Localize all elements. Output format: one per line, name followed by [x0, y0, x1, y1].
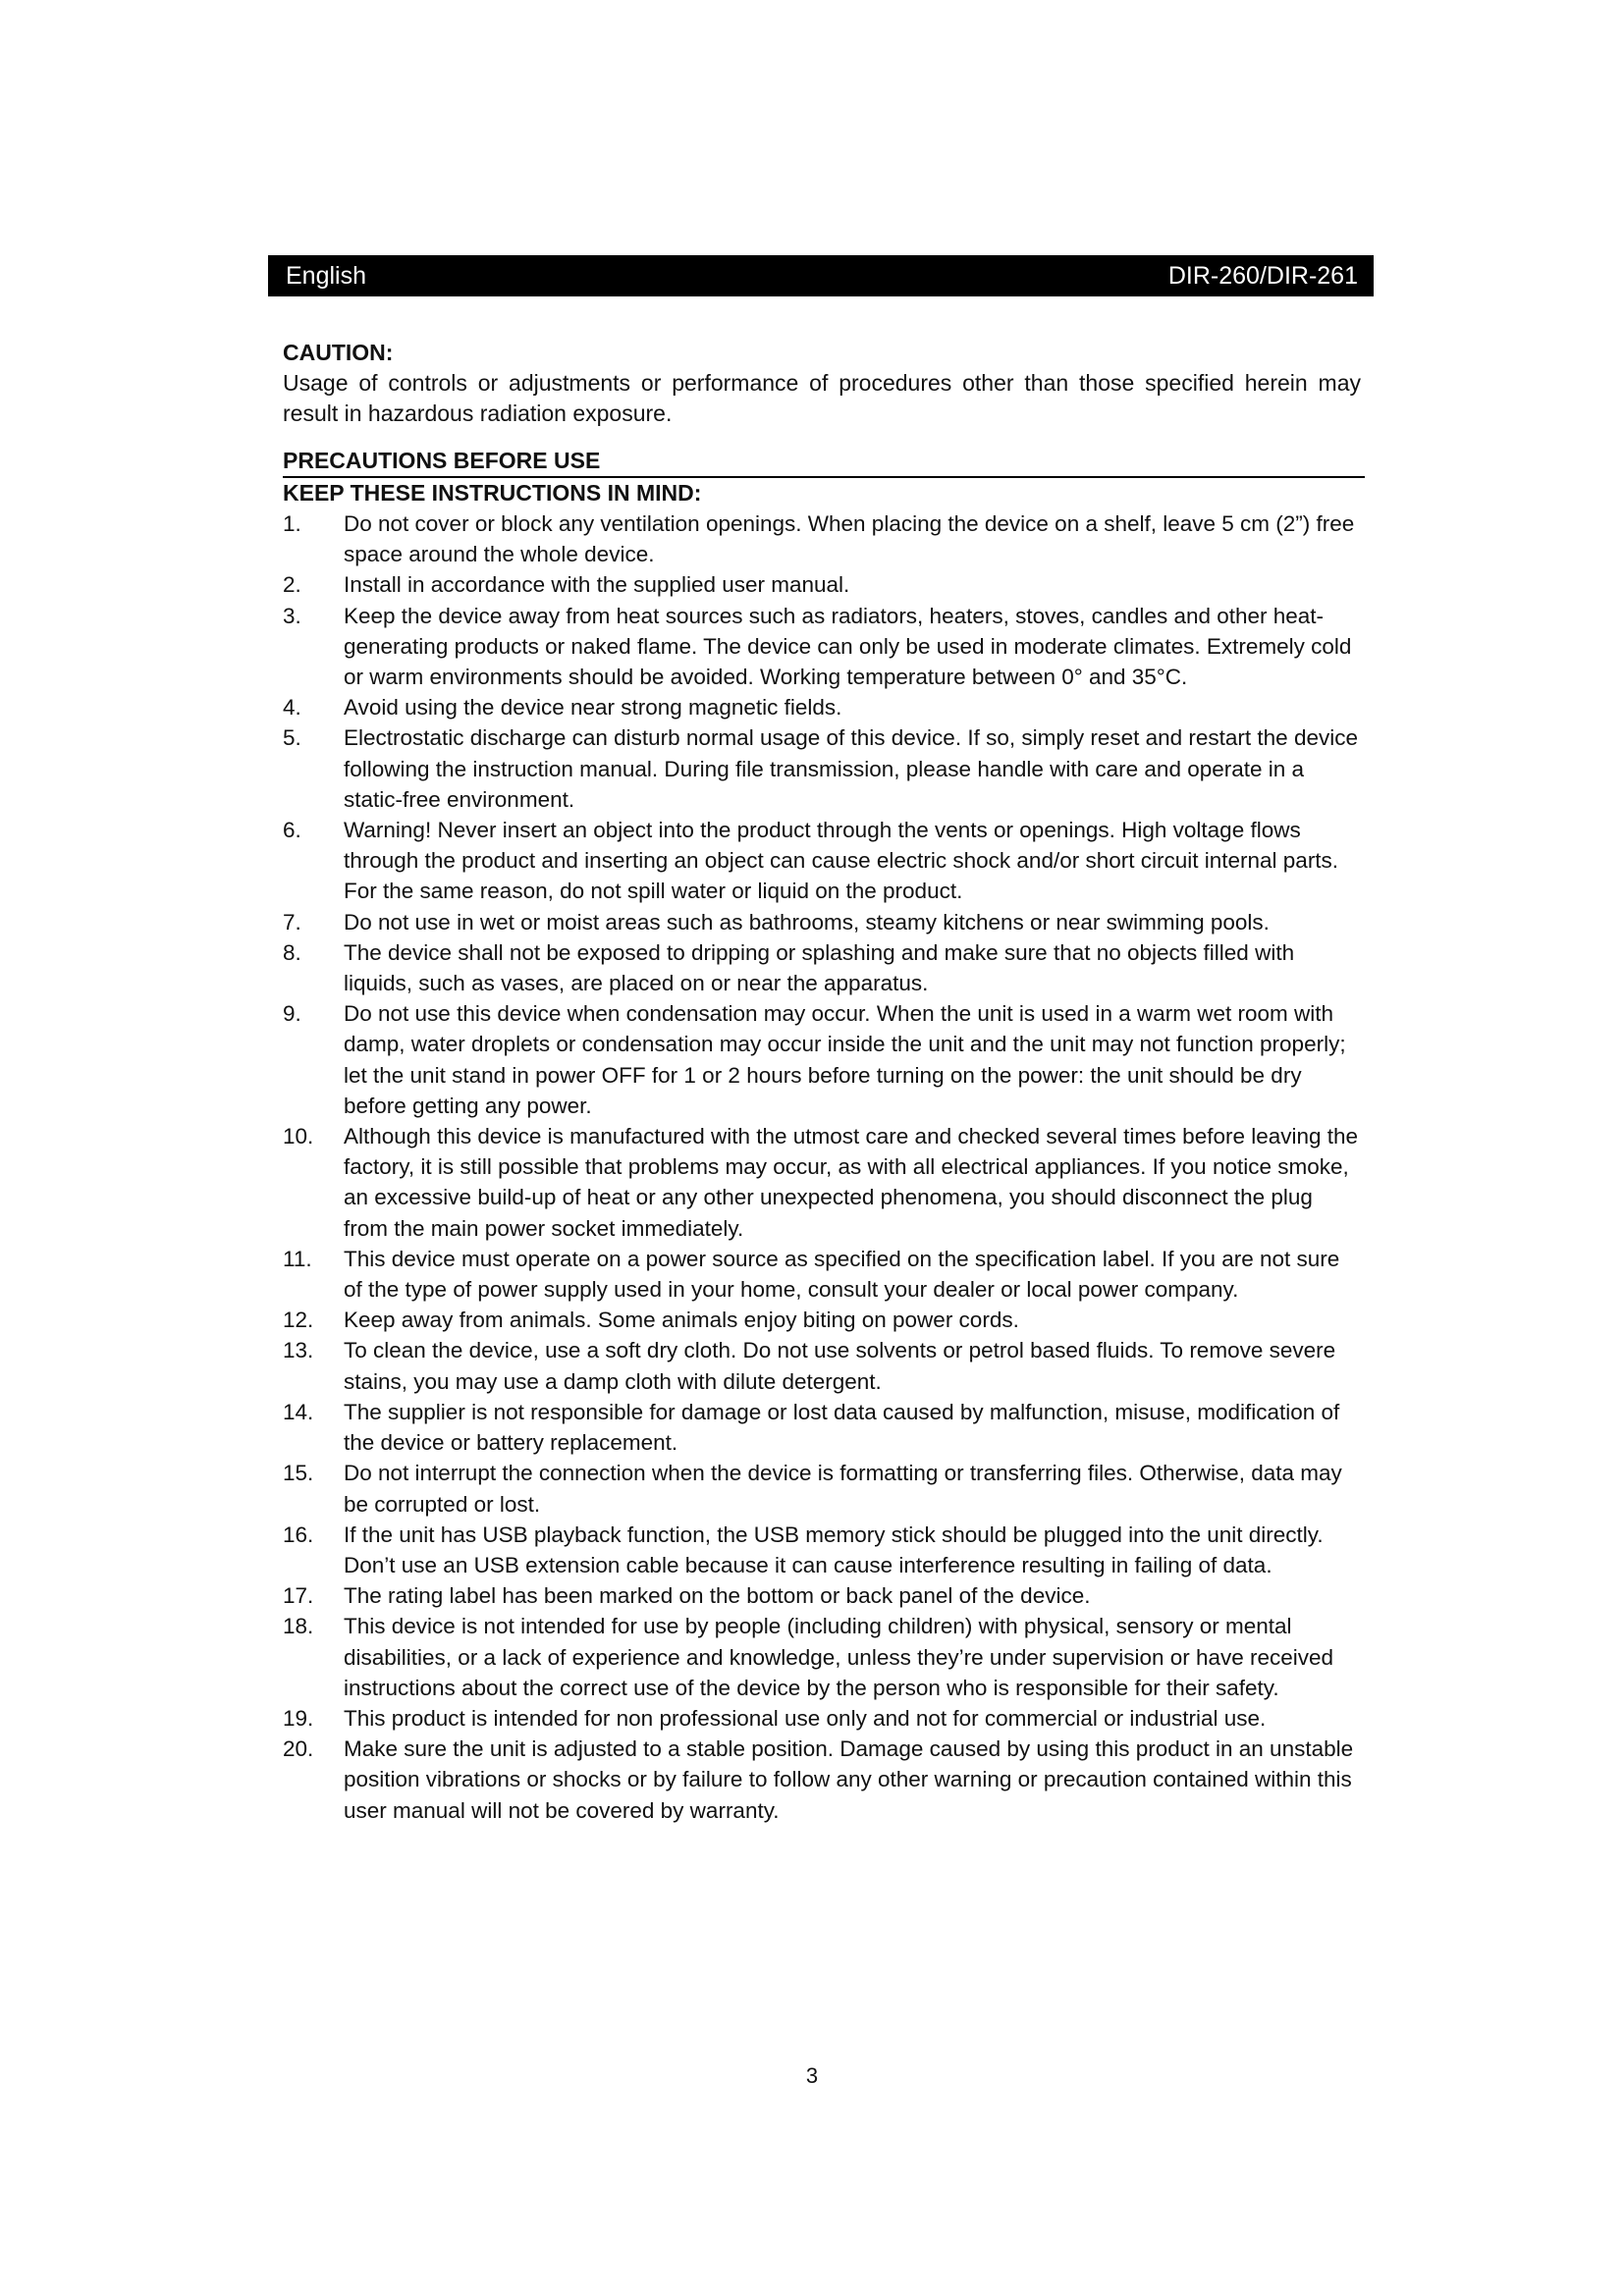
list-item-number: 13. [283, 1338, 314, 1363]
list-item-number: 3. [283, 603, 301, 628]
list-item-text: Keep away from animals. Some animals enjoy biting on power cords. [344, 1308, 1019, 1333]
list-item [283, 1703, 1361, 1734]
list-item-number: 1. [283, 511, 301, 536]
list-item-number: 16. [283, 1522, 314, 1547]
list-item-number: 17. [283, 1583, 314, 1609]
list-item [283, 1580, 1361, 1611]
list-item-number: 6. [283, 818, 301, 843]
list-item-text: The device shall not be exposed to dripping or splashing and make sure that no objects filled with liquids, such as vases, are placed on or near the apparatus. [344, 939, 1295, 996]
list-item [283, 1734, 1361, 1826]
list-item [283, 1611, 1361, 1703]
page-number: 3 [805, 2063, 819, 2088]
list-item-text: The supplier is not responsible for damage or lost data caused by malfunction, misuse, modification of the device or battery replacement. [344, 1399, 1340, 1456]
list-item-number: 20. [283, 1736, 314, 1762]
list-item-number: 7. [283, 909, 301, 934]
list-item [283, 1244, 1361, 1305]
list-item-text: Make sure the unit is adjusted to a stable position. Damage caused by using this product in an unstable position vibrations or shocks or by failure to follow any other warning or precaution contained within this user manual will not be covered by warranty. [344, 1736, 1354, 1823]
list-item-text: Keep the device away from heat sources such as radiators, heaters, stoves, candles and other heat-generating products or naked flame. The device can only be used in moderate climates. Extremely cold or warm environments should be avoided. Working temperature between 0° and 35°C. [344, 603, 1352, 690]
header-model: DIR-260/DIR-261 [1167, 261, 1358, 290]
caution-title: CAUTION: [283, 340, 394, 365]
list-item-text: Do not use in wet or moist areas such as bathrooms, steamy kitchens or near swimming pools. [344, 909, 1270, 934]
list-item-text: The rating label has been marked on the bottom or back panel of the device. [344, 1583, 1091, 1609]
list-item [283, 1305, 1361, 1335]
list-item [283, 508, 1361, 569]
list-item-text: Electrostatic discharge can disturb normal usage of this device. If so, simply reset and restart the device following the instruction manual. During file transmission, please handle with care and operate in a static-free environment. [344, 725, 1358, 812]
list-item-text: To clean the device, use a soft dry cloth. Do not use solvents or petrol based fluids. To remove severe stains, you may use a damp cloth with dilute detergent. [344, 1338, 1336, 1394]
list-item-number: 10. [283, 1124, 314, 1149]
precautions-list [283, 508, 1361, 1826]
list-item-number: 12. [283, 1308, 314, 1333]
list-item-text: This device must operate on a power source as specified on the specification label. If you are not sure of the type of power supply used in your home, consult your dealer or local power company. [344, 1246, 1340, 1303]
list-item-text: Install in accordance with the supplied user manual. [344, 572, 850, 598]
page-content [283, 338, 1361, 1826]
list-item [283, 1520, 1361, 1580]
list-item-number: 2. [283, 572, 301, 598]
list-item-text: Warning! Never insert an object into the product through the vents or openings. High voltage flows through the product and inserting an object can cause electric shock and/or short circuit internal parts. For the same reason, do not spill water or liquid on the product. [344, 818, 1339, 904]
caution-text: Usage of controls or adjustments or performance of procedures other than those specified herein may result in hazardous radiation exposure. [283, 370, 1361, 426]
list-item [283, 998, 1361, 1121]
list-item [283, 722, 1361, 815]
list-item [283, 815, 1361, 907]
list-item-text: This product is intended for non professional use only and not for commercial or industrial use. [344, 1705, 1267, 1731]
list-item-number: 11. [283, 1246, 312, 1271]
list-item [283, 569, 1361, 600]
header-language: English [286, 261, 366, 290]
list-item-text: Do not use this device when condensation may occur. When the unit is used in a warm wet room with damp, water droplets or condensation may occur inside the unit and the unit may not function properly; let the unit stand in power OFF for 1 or 2 hours before turning on the power: the unit should be dry before getting any power. [344, 1001, 1346, 1118]
list-item [283, 601, 1361, 693]
list-item-number: 4. [283, 695, 301, 721]
list-item-number: 5. [283, 725, 301, 751]
list-item-text: Do not cover or block any ventilation openings. When placing the device on a shelf, leave 5 cm (2”) free space around the whole device. [344, 511, 1355, 567]
list-item [283, 1458, 1361, 1519]
list-item-text: Although this device is manufactured with the utmost care and checked several times before leaving the factory, it is still possible that problems may occur, as with all electrical appliances. If you notice smoke, an excessive build-up of heat or any other unexpected phenomena, you should disconnect the plug from the main power socket immediately. [344, 1124, 1359, 1241]
list-item [283, 907, 1361, 937]
list-item-text: Avoid using the device near strong magnetic fields. [344, 695, 842, 721]
list-item [283, 692, 1361, 722]
list-item [283, 1121, 1361, 1244]
list-item-number: 9. [283, 1001, 301, 1027]
list-item-text: This device is not intended for use by people (including children) with physical, sensory or mental disabilities, or a lack of experience and knowledge, unless they’re under supervision or have received instructions about the correct use of the device by the person who is responsible for their safety. [344, 1614, 1334, 1700]
list-item-number: 14. [283, 1399, 314, 1424]
list-item-number: 19. [283, 1705, 314, 1731]
precautions-subtitle: KEEP THESE INSTRUCTIONS IN MIND: [283, 480, 702, 506]
list-item-text: If the unit has USB playback function, the USB memory stick should be plugged into the unit directly. Don’t use an USB extension cable because it can cause interference resulting in failing of data. [344, 1522, 1324, 1577]
header-bar [268, 255, 1374, 296]
list-item-number: 8. [283, 939, 301, 965]
list-item-number: 18. [283, 1614, 314, 1639]
list-item-text: Do not interrupt the connection when the device is formatting or transferring files. Otherwise, data may be corrupted or lost. [344, 1461, 1342, 1517]
list-item [283, 937, 1361, 998]
list-item-number: 15. [283, 1461, 314, 1486]
list-item [283, 1335, 1361, 1396]
precautions-title: PRECAUTIONS BEFORE USE [283, 446, 1365, 478]
list-item [283, 1397, 1361, 1458]
